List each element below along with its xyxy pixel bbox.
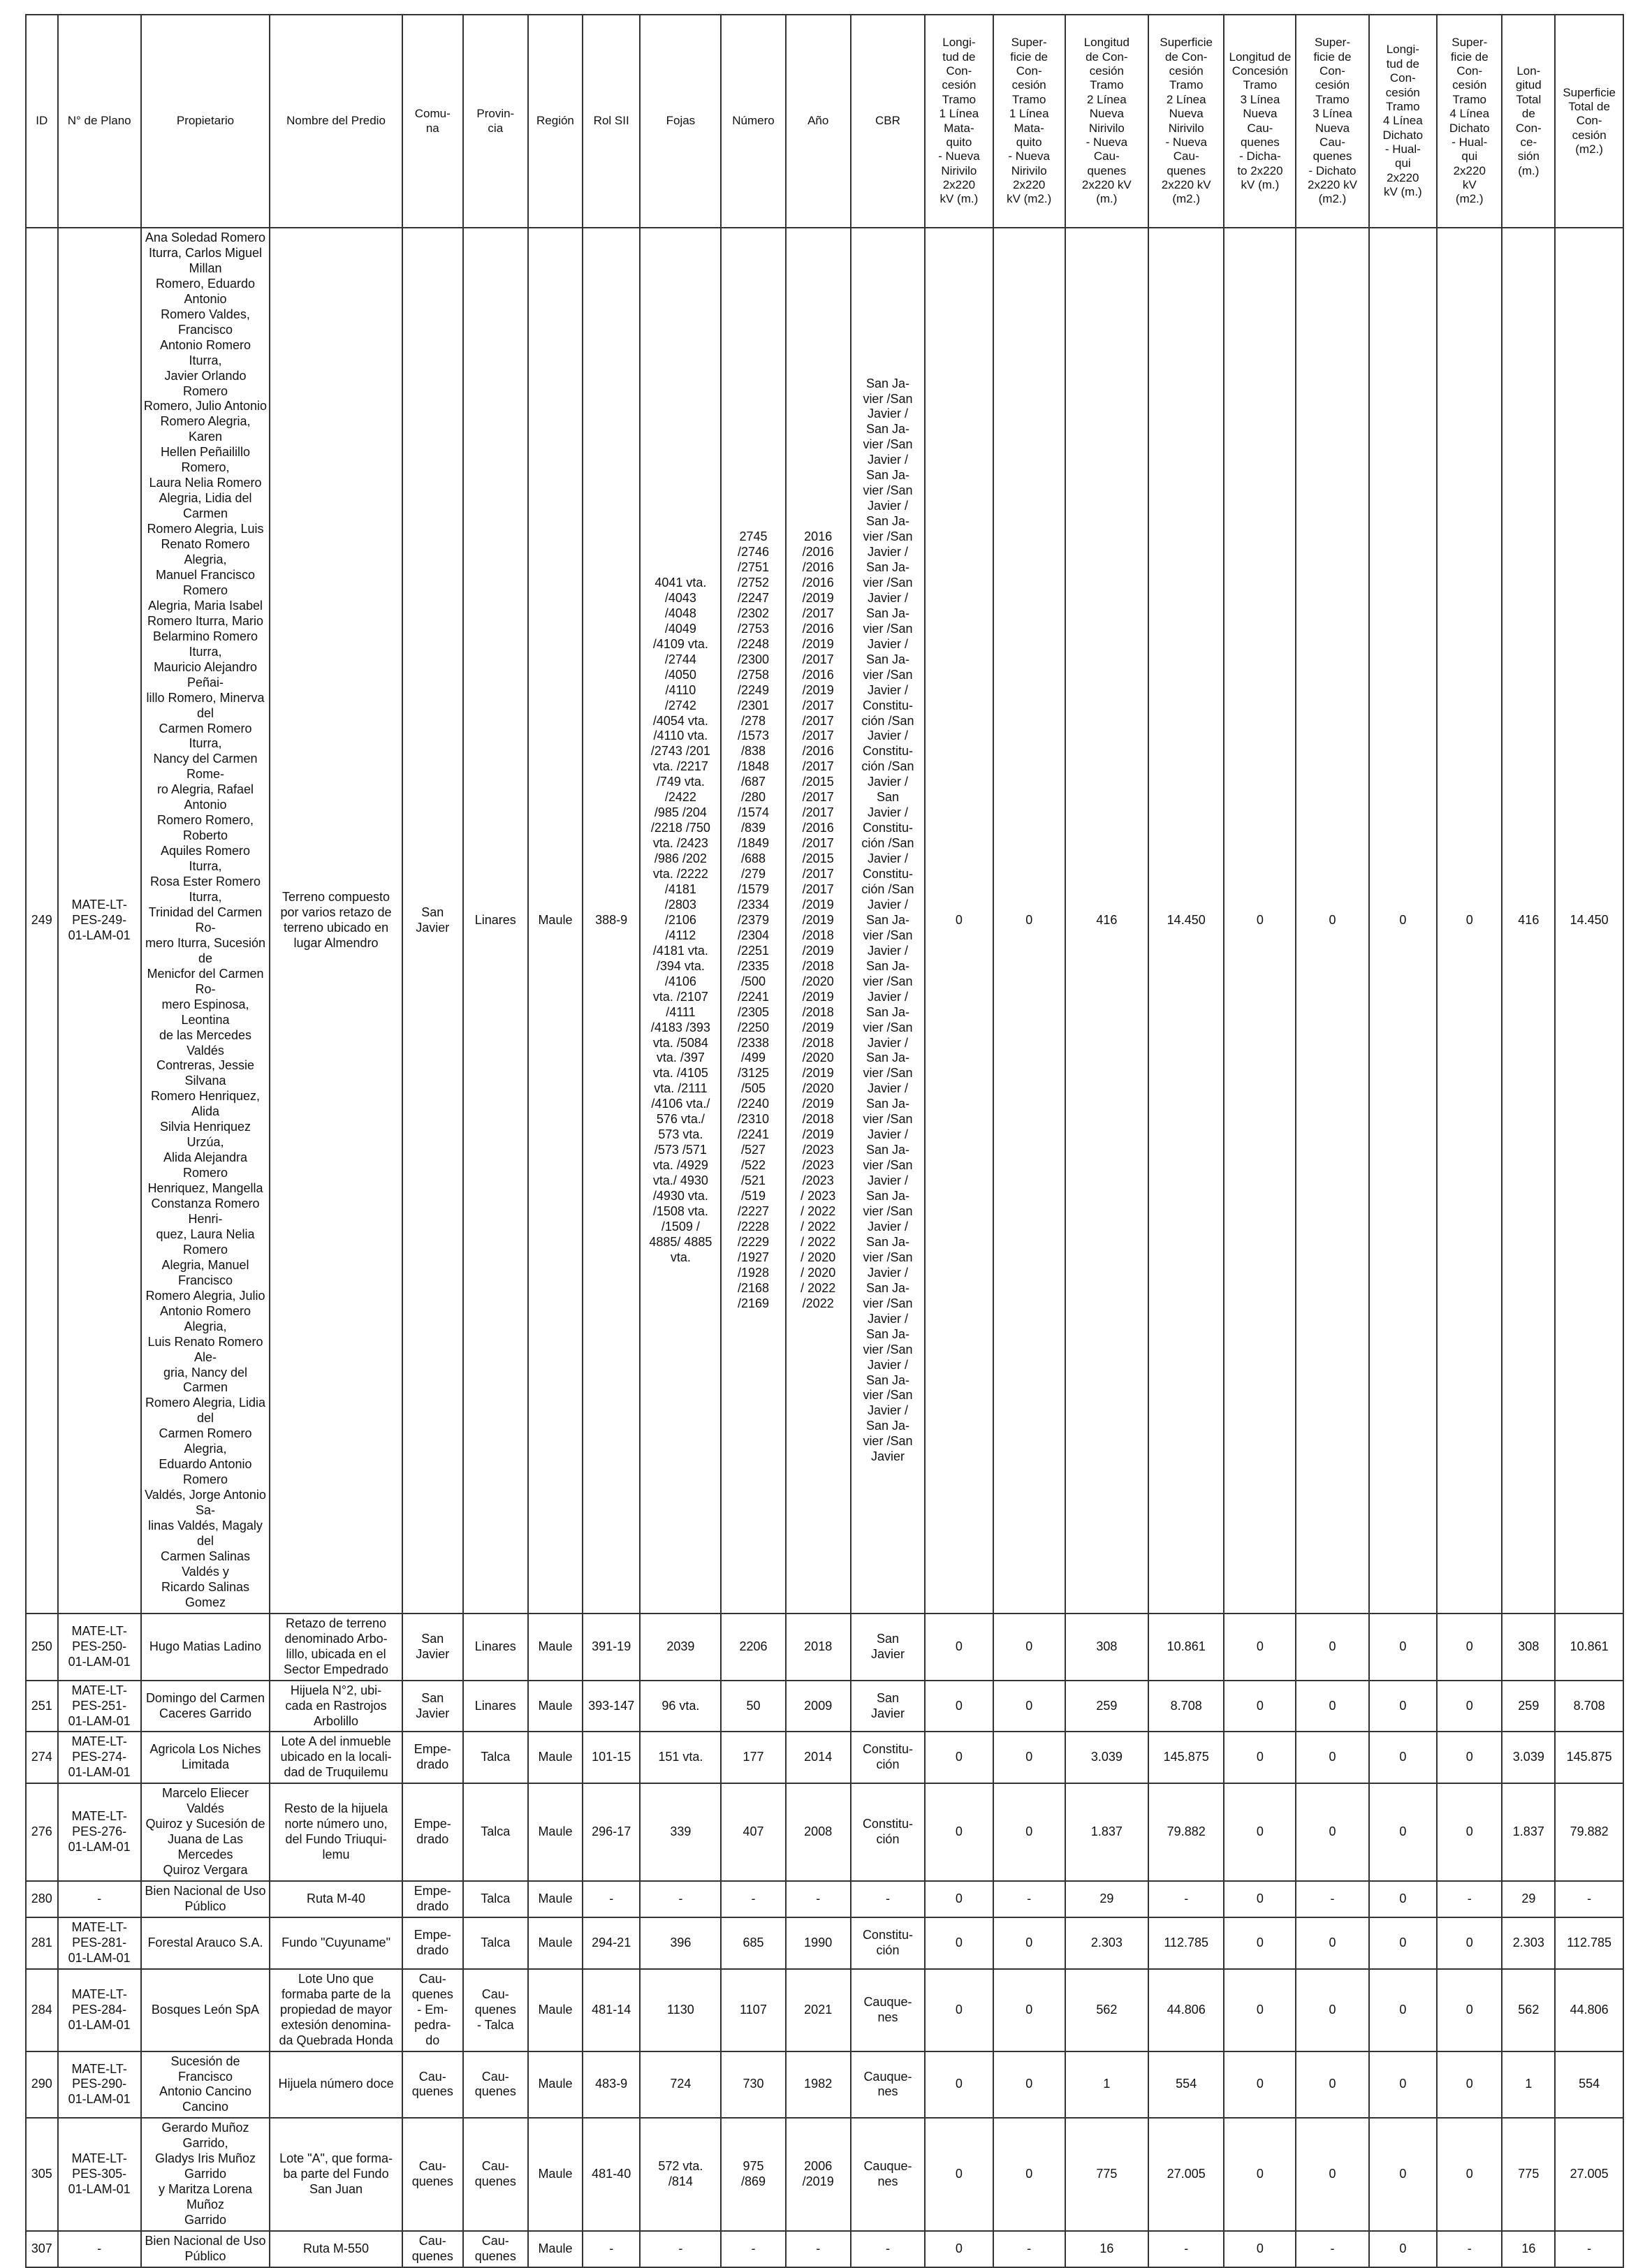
cell-nombre-predio: Ruta M-550	[270, 2231, 402, 2267]
header-long-total: Lon- gitud Total de Con- ce- sión (m.)	[1502, 15, 1555, 228]
cell-comuna: San Javier	[402, 1614, 463, 1681]
cell-long-tramo-2: 1.837	[1065, 1783, 1148, 1881]
cell-region: Maule	[528, 1783, 583, 1881]
cell-provincia: Cau- quenes - Talca	[463, 1969, 528, 2051]
cell-provincia: Cau- quenes	[463, 2051, 528, 2119]
cell-sup-tramo-1: 0	[993, 1783, 1065, 1881]
cell-sup-tramo-3: 0	[1296, 1917, 1368, 1969]
cell-id: 281	[26, 1917, 58, 1969]
cell-long-tramo-2: 1	[1065, 2051, 1148, 2119]
cell-nombre-predio: Resto de la hijuela norte número uno, del Fundo Triuqui- lemu	[270, 1783, 402, 1881]
cell-numero: 730	[721, 2051, 785, 2119]
cell-nombre-predio: Lote A del inmueble ubicado en la locali- dad de Truquilemu	[270, 1732, 402, 1783]
cell-sup-tramo-4: 0	[1437, 2051, 1502, 2119]
cell-sup-total: 14.450	[1555, 228, 1623, 1614]
cell-long-tramo-3: 0	[1224, 2051, 1296, 2119]
cell-long-tramo-1: 0	[925, 228, 993, 1614]
cell-long-tramo-2: 416	[1065, 228, 1148, 1614]
cell-long-tramo-3: 0	[1224, 2118, 1296, 2231]
cell-id: 290	[26, 2051, 58, 2119]
cell-id: 284	[26, 1969, 58, 2051]
cell-sup-tramo-2: 554	[1148, 2051, 1224, 2119]
cell-region: Maule	[528, 2051, 583, 2119]
cell-id: 250	[26, 1614, 58, 1681]
cell-rol-sii: 481-14	[583, 1969, 640, 2051]
cell-provincia: Cau- quenes	[463, 2118, 528, 2231]
cell-comuna: Cau- quenes - Em- pedra- do	[402, 1969, 463, 2051]
header-long-tramo-4: Longi- tud de Con- cesión Tramo 4 Línea Dichato - Hual- qui 2x220 kV (m.)	[1369, 15, 1438, 228]
cell-numero: 975 /869	[721, 2118, 785, 2231]
header-nombre-predio: Nombre del Predio	[270, 15, 402, 228]
cell-id: 280	[26, 1881, 58, 1917]
cell-comuna: Empe- drado	[402, 1783, 463, 1881]
cell-plano: MATE-LT- PES-276- 01-LAM-01	[58, 1783, 141, 1881]
header-long-tramo-2: Longitud de Con- cesión Tramo 2 Línea Nueva Nirivilo - Nueva Cau- quenes 2x220 kV (m.)	[1065, 15, 1148, 228]
cell-propietario: Bien Nacional de Uso Público	[141, 2231, 270, 2267]
cell-long-tramo-2: 775	[1065, 2118, 1148, 2231]
header-sup-tramo-2: Superficie de Con- cesión Tramo 2 Línea Nueva Nirivilo - Nueva Cau- quenes 2x220 kV (m2.)	[1148, 15, 1224, 228]
cell-numero: -	[721, 1881, 785, 1917]
cell-long-tramo-3: 0	[1224, 1917, 1296, 1969]
cell-fojas: 572 vta. /814	[640, 2118, 721, 2231]
cell-anio: 2014	[786, 1732, 851, 1783]
cell-long-tramo-4: 0	[1369, 228, 1438, 1614]
cell-long-tramo-4: 0	[1369, 2118, 1438, 2231]
cell-sup-tramo-1: 0	[993, 1732, 1065, 1783]
cell-sup-tramo-4: 0	[1437, 2118, 1502, 2231]
cell-sup-total: 145.875	[1555, 1732, 1623, 1783]
cell-fojas: 339	[640, 1783, 721, 1881]
cell-propietario: Ana Soledad Romero Iturra, Carlos Miguel Millan Romero, Eduardo Antonio Romero Valdes, Francisco Antonio Romero Iturra, Javier Orlando Romero Romero, Julio Antonio Romero Alegria, Karen Hellen Peñailillo Romero, Laura Nelia Romero Alegria, Lidia del Carmen Romero Alegria, Luis Renato Romero Alegria, Manuel Francisco Romero Alegria, Maria Isabel Romero Iturra, Mario Belarmino Romero Iturra, Mauricio Alejandro Peñai- lillo Romero, Minerva del Carmen Romero Iturra, Nancy del Carmen Rome- ro Alegria, Rafael Antonio Romero Romero, Roberto Aquiles Romero Iturra, Rosa Ester Romero Iturra, Trinidad del Carmen Ro- mero Iturra, Sucesión de Menicfor del Carmen Ro- mero Espinosa, Leontina de las Mercedes Valdés Contreras, Jessie Silvana Romero Henriquez, Alida Silvia Henriquez Urzúa, Alida Alejandra Romero Henriquez, Mangella Constanza Romero Henri- quez, Laura Nelia Romero Alegria, Manuel Francisco Romero Alegria, Julio Antonio Romero Alegria, Luis Renato Romero Ale- gria, Nancy del Carmen Romero Alegria, Lidia del Carmen Romero Alegria, Eduardo Antonio Romero Valdés, Jorge Antonio Sa- linas Valdés, Magaly del Carmen Salinas Valdés y Ricardo Salinas Gomez	[141, 228, 270, 1614]
cell-plano: -	[58, 2231, 141, 2267]
cell-propietario: Sucesión de Francisco Antonio Cancino Cancino	[141, 2051, 270, 2119]
cell-comuna: Empe- drado	[402, 1917, 463, 1969]
cell-propietario: Agricola Los Niches Limitada	[141, 1732, 270, 1783]
cell-long-tramo-2: 308	[1065, 1614, 1148, 1681]
cell-anio: 2021	[786, 1969, 851, 2051]
cell-plano: MATE-LT- PES-281- 01-LAM-01	[58, 1917, 141, 1969]
cell-sup-total: 79.882	[1555, 1783, 1623, 1881]
cell-rol-sii: 481-40	[583, 2118, 640, 2231]
cell-sup-tramo-4: 0	[1437, 1614, 1502, 1681]
cell-anio: 1982	[786, 2051, 851, 2119]
cell-fojas: 1130	[640, 1969, 721, 2051]
cell-fojas: 396	[640, 1917, 721, 1969]
cell-cbr: -	[851, 1881, 925, 1917]
cell-sup-total: -	[1555, 2231, 1623, 2267]
cell-rol-sii: 391-19	[583, 1614, 640, 1681]
cell-sup-total: 554	[1555, 2051, 1623, 2119]
cell-cbr: Constitu- ción	[851, 1917, 925, 1969]
table-row	[26, 2051, 1623, 2119]
cell-provincia: Cau- quenes	[463, 2231, 528, 2267]
header-region: Región	[528, 15, 583, 228]
cell-long-tramo-2: 2.303	[1065, 1917, 1148, 1969]
cell-rol-sii: 388-9	[583, 228, 640, 1614]
cell-plano: MATE-LT- PES-249- 01-LAM-01	[58, 228, 141, 1614]
table-row	[26, 1681, 1623, 1732]
cell-sup-tramo-3: 0	[1296, 1614, 1368, 1681]
cell-long-tramo-4: 0	[1369, 1881, 1438, 1917]
cell-long-tramo-4: 0	[1369, 1732, 1438, 1783]
cell-id: 274	[26, 1732, 58, 1783]
cell-plano: -	[58, 1881, 141, 1917]
cell-long-total: 308	[1502, 1614, 1555, 1681]
cell-anio: 2018	[786, 1614, 851, 1681]
cell-numero: 407	[721, 1783, 785, 1881]
cell-nombre-predio: Hijuela número doce	[270, 2051, 402, 2119]
cell-numero: 50	[721, 1681, 785, 1732]
cell-cbr: San Ja- vier /San Javier / San Ja- vier /San Javier / San Ja- vier /San Javier / San Ja- vier /San Javier / San Ja- vier /San Javier / San Ja- vier /San Javier / San Ja- vier /San Javier / Constitu- ción /San Javier / Constitu- ción /San Javier / San Javier / Constitu- ción /San Javier / Constitu- ción /San Javier / San Ja- vier /San Javier / San Ja- vier /San Javier / San Ja- vier /San Javier / San Ja- vier /San Javier / San Ja- vier /San Javier / San Ja- vier /San Javier / San Ja- vier /San Javier / San Ja- vier /San Javier / San Ja- vier /San Javier / San Ja- vier /San Javier / San Ja- vier /San Javier / San Ja- vier /San Javier	[851, 228, 925, 1614]
cell-propietario: Hugo Matias Ladino	[141, 1614, 270, 1681]
cell-rol-sii: 296-17	[583, 1783, 640, 1881]
cell-nombre-predio: Ruta M-40	[270, 1881, 402, 1917]
cell-long-tramo-1: 0	[925, 2051, 993, 2119]
cell-sup-tramo-1: 0	[993, 1681, 1065, 1732]
cell-sup-tramo-1: 0	[993, 1614, 1065, 1681]
header-cbr: CBR	[851, 15, 925, 228]
cell-region: Maule	[528, 1881, 583, 1917]
cell-plano: MATE-LT- PES-284- 01-LAM-01	[58, 1969, 141, 2051]
cell-numero: -	[721, 2231, 785, 2267]
header-row	[26, 15, 1623, 228]
cell-long-total: 562	[1502, 1969, 1555, 2051]
cell-comuna: Cau- quenes	[402, 2118, 463, 2231]
cell-id: 249	[26, 228, 58, 1614]
cell-sup-tramo-4: 0	[1437, 1783, 1502, 1881]
cell-long-tramo-4: 0	[1369, 1614, 1438, 1681]
cell-fojas: -	[640, 2231, 721, 2267]
cell-sup-total: 112.785	[1555, 1917, 1623, 1969]
cell-sup-tramo-2: 112.785	[1148, 1917, 1224, 1969]
cell-sup-tramo-1: 0	[993, 1917, 1065, 1969]
cell-fojas: -	[640, 1881, 721, 1917]
cell-long-tramo-3: 0	[1224, 228, 1296, 1614]
cell-numero: 177	[721, 1732, 785, 1783]
cell-sup-tramo-3: 0	[1296, 1732, 1368, 1783]
cell-long-tramo-4: 0	[1369, 2051, 1438, 2119]
cell-long-tramo-1: 0	[925, 1732, 993, 1783]
cell-sup-tramo-4: 0	[1437, 1917, 1502, 1969]
cell-nombre-predio: Lote Uno que formaba parte de la propiedad de mayor extesión denomina- da Quebrada Honda	[270, 1969, 402, 2051]
cell-long-tramo-3: 0	[1224, 1732, 1296, 1783]
cell-sup-tramo-3: -	[1296, 2231, 1368, 2267]
cell-long-tramo-1: 0	[925, 1881, 993, 1917]
cell-anio: -	[786, 2231, 851, 2267]
cell-long-total: 1	[1502, 2051, 1555, 2119]
cell-provincia: Linares	[463, 1681, 528, 1732]
cell-long-tramo-1: 0	[925, 1969, 993, 2051]
cell-sup-total: 10.861	[1555, 1614, 1623, 1681]
cell-sup-tramo-2: 27.005	[1148, 2118, 1224, 2231]
cell-numero: 685	[721, 1917, 785, 1969]
cell-sup-tramo-2: -	[1148, 2231, 1224, 2267]
cell-numero: 2206	[721, 1614, 785, 1681]
cell-anio: 2008	[786, 1783, 851, 1881]
cell-long-tramo-1: 0	[925, 1917, 993, 1969]
cell-cbr: -	[851, 2231, 925, 2267]
cell-propietario: Domingo del Carmen Caceres Garrido	[141, 1681, 270, 1732]
cell-propietario: Forestal Arauco S.A.	[141, 1917, 270, 1969]
cell-comuna: San Javier	[402, 1681, 463, 1732]
cell-cbr: Cauque- nes	[851, 2118, 925, 2231]
cell-long-tramo-3: 0	[1224, 2231, 1296, 2267]
cell-id: 276	[26, 1783, 58, 1881]
header-rol-sii: Rol SII	[583, 15, 640, 228]
cell-cbr: Constitu- ción	[851, 1732, 925, 1783]
concession-table	[25, 14, 1624, 2268]
cell-numero: 2745 /2746 /2751 /2752 /2247 /2302 /2753 /2248 /2300 /2758 /2249 /2301 /278 /1573 /838 /1848 /687 /280 /1574 /839 /1849 /688 /279 /1579 /2334 /2379 /2304 /2251 /2335 /500 /2241 /2305 /2250 /2338 /499 /3125 /505 /2240 /2310 /2241 /527 /522 /521 /519 /2227 /2228 /2229 /1927 /1928 /2168 /2169	[721, 228, 785, 1614]
cell-propietario: Marcelo Eliecer Valdés Quiroz y Sucesión de Juana de Las Mercedes Quiroz Vergara	[141, 1783, 270, 1881]
cell-comuna: Empe- drado	[402, 1881, 463, 1917]
cell-sup-tramo-2: 145.875	[1148, 1732, 1224, 1783]
cell-comuna: Cau- quenes	[402, 2231, 463, 2267]
cell-sup-tramo-3: 0	[1296, 1783, 1368, 1881]
cell-sup-tramo-1: 0	[993, 2118, 1065, 2231]
cell-comuna: San Javier	[402, 228, 463, 1614]
cell-numero: 1107	[721, 1969, 785, 2051]
cell-sup-tramo-1: -	[993, 2231, 1065, 2267]
cell-anio: 2009	[786, 1681, 851, 1732]
cell-nombre-predio: Lote "A", que forma- ba parte del Fundo San Juan	[270, 2118, 402, 2231]
table-row	[26, 1917, 1623, 1969]
table-row	[26, 1881, 1623, 1917]
cell-long-tramo-1: 0	[925, 1681, 993, 1732]
cell-long-total: 259	[1502, 1681, 1555, 1732]
cell-provincia: Talca	[463, 1732, 528, 1783]
cell-provincia: Linares	[463, 228, 528, 1614]
cell-plano: MATE-LT- PES-305- 01-LAM-01	[58, 2118, 141, 2231]
cell-anio: -	[786, 1881, 851, 1917]
cell-long-tramo-3: 0	[1224, 1881, 1296, 1917]
cell-sup-tramo-4: 0	[1437, 228, 1502, 1614]
cell-fojas: 4041 vta. /4043 /4048 /4049 /4109 vta. /2744 /4050 /4110 /2742 /4054 vta. /4110 vta. /2743 /201 vta. /2217 /749 vta. /2422 /985 /204 /2218 /750 vta. /2423 /986 /202 vta. /2222 /4181 /2803 /2106 /4112 /4181 vta. /394 vta. /4106 vta. /2107 /4111 /4183 /393 vta. /5084 vta. /397 vta. /4105 vta. /2111 /4106 vta./ 576 vta./ 573 vta. /573 /571 vta. /4929 vta./ 4930 /4930 vta. /1508 vta. /1509 / 4885/ 4885 vta.	[640, 228, 721, 1614]
cell-long-tramo-3: 0	[1224, 1681, 1296, 1732]
cell-nombre-predio: Fundo "Cuyuname"	[270, 1917, 402, 1969]
cell-propietario: Bosques León SpA	[141, 1969, 270, 2051]
header-long-tramo-3: Longitud de Concesión Tramo 3 Línea Nueva Cau- quenes - Dicha- to 2x220 kV (m.)	[1224, 15, 1296, 228]
cell-sup-tramo-1: -	[993, 1881, 1065, 1917]
cell-long-tramo-1: 0	[925, 2231, 993, 2267]
cell-sup-tramo-2: -	[1148, 1881, 1224, 1917]
cell-long-tramo-2: 259	[1065, 1681, 1148, 1732]
cell-long-total: 1.837	[1502, 1783, 1555, 1881]
header-comuna: Comu- na	[402, 15, 463, 228]
header-sup-total: Superficie Total de Con- cesión (m2.)	[1555, 15, 1623, 228]
cell-sup-tramo-4: 0	[1437, 1969, 1502, 2051]
cell-long-tramo-4: 0	[1369, 1783, 1438, 1881]
cell-sup-tramo-2: 8.708	[1148, 1681, 1224, 1732]
cell-sup-tramo-3: 0	[1296, 1681, 1368, 1732]
cell-sup-tramo-3: 0	[1296, 228, 1368, 1614]
cell-long-total: 775	[1502, 2118, 1555, 2231]
header-sup-tramo-1: Super- ficie de Con- cesión Tramo 1 Línea Mata- quito - Nueva Nirivilo 2x220 kV (m2.)	[993, 15, 1065, 228]
header-sup-tramo-4: Super- ficie de Con- cesión Tramo 4 Línea Dichato - Hual- qui 2x220 kV (m2.)	[1437, 15, 1502, 228]
table-row	[26, 228, 1623, 1614]
header-long-tramo-1: Longi- tud de Con- cesión Tramo 1 Línea Mata- quito - Nueva Nirivilo 2x220 kV (m.)	[925, 15, 993, 228]
cell-rol-sii: -	[583, 2231, 640, 2267]
header-plano: N° de Plano	[58, 15, 141, 228]
cell-provincia: Talca	[463, 1881, 528, 1917]
cell-fojas: 2039	[640, 1614, 721, 1681]
cell-sup-tramo-1: 0	[993, 228, 1065, 1614]
header-sup-tramo-3: Super- ficie de Con- cesión Tramo 3 Línea Nueva Cau- quenes - Dichato 2x220 kV (m2.)	[1296, 15, 1368, 228]
cell-region: Maule	[528, 1732, 583, 1783]
cell-provincia: Linares	[463, 1614, 528, 1681]
cell-long-tramo-4: 0	[1369, 1969, 1438, 2051]
cell-sup-tramo-2: 44.806	[1148, 1969, 1224, 2051]
cell-long-total: 2.303	[1502, 1917, 1555, 1969]
cell-propietario: Bien Nacional de Uso Público	[141, 1881, 270, 1917]
cell-long-total: 29	[1502, 1881, 1555, 1917]
cell-comuna: Empe- drado	[402, 1732, 463, 1783]
header-propietario: Propietario	[141, 15, 270, 228]
cell-id: 305	[26, 2118, 58, 2231]
cell-cbr: Cauque- nes	[851, 2051, 925, 2119]
cell-region: Maule	[528, 1917, 583, 1969]
cell-sup-total: 8.708	[1555, 1681, 1623, 1732]
header-fojas: Fojas	[640, 15, 721, 228]
cell-plano: MATE-LT- PES-251- 01-LAM-01	[58, 1681, 141, 1732]
cell-cbr: San Javier	[851, 1614, 925, 1681]
cell-long-tramo-2: 562	[1065, 1969, 1148, 2051]
table-row	[26, 2231, 1623, 2267]
cell-rol-sii: -	[583, 1881, 640, 1917]
header-anio: Año	[786, 15, 851, 228]
table-row	[26, 1732, 1623, 1783]
cell-sup-tramo-4: 0	[1437, 1681, 1502, 1732]
cell-plano: MATE-LT- PES-250- 01-LAM-01	[58, 1614, 141, 1681]
cell-nombre-predio: Retazo de terreno denominado Arbo- lillo, ubicada en el Sector Empedrado	[270, 1614, 402, 1681]
cell-region: Maule	[528, 1969, 583, 2051]
cell-rol-sii: 393-147	[583, 1681, 640, 1732]
cell-sup-total: -	[1555, 1881, 1623, 1917]
table-row	[26, 2118, 1623, 2231]
cell-plano: MATE-LT- PES-290- 01-LAM-01	[58, 2051, 141, 2119]
cell-long-tramo-3: 0	[1224, 1783, 1296, 1881]
cell-long-tramo-2: 29	[1065, 1881, 1148, 1917]
cell-region: Maule	[528, 2231, 583, 2267]
header-provincia: Provin- cia	[463, 15, 528, 228]
cell-rol-sii: 483-9	[583, 2051, 640, 2119]
cell-provincia: Talca	[463, 1917, 528, 1969]
cell-long-total: 16	[1502, 2231, 1555, 2267]
cell-region: Maule	[528, 228, 583, 1614]
cell-fojas: 151 vta.	[640, 1732, 721, 1783]
cell-anio: 2006 /2019	[786, 2118, 851, 2231]
table-header	[26, 15, 1623, 228]
cell-propietario: Gerardo Muñoz Garrido, Gladys Iris Muñoz Garrido y Maritza Lorena Muñoz Garrido	[141, 2118, 270, 2231]
cell-comuna: Cau- quenes	[402, 2051, 463, 2119]
cell-anio: 2016 /2016 /2016 /2016 /2019 /2017 /2016 /2019 /2017 /2016 /2019 /2017 /2017 /2017 /2016 /2017 /2015 /2017 /2017 /2016 /2017 /2015 /2017 /2017 /2019 /2019 /2018 /2019 /2018 /2020 /2019 /2018 /2019 /2018 /2020 /2019 /2020 /2019 /2018 /2019 /2023 /2023 /2023 / 2023 / 2022 / 2022 / 2022 / 2020 / 2020 / 2022 /2022	[786, 228, 851, 1614]
cell-nombre-predio: Terreno compuesto por varios retazo de terreno ubicado en lugar Almendro	[270, 228, 402, 1614]
cell-sup-tramo-4: -	[1437, 2231, 1502, 2267]
cell-anio: 1990	[786, 1917, 851, 1969]
cell-cbr: Cauque- nes	[851, 1969, 925, 2051]
cell-long-tramo-1: 0	[925, 1783, 993, 1881]
cell-region: Maule	[528, 1681, 583, 1732]
cell-sup-total: 27.005	[1555, 2118, 1623, 2231]
cell-long-total: 416	[1502, 228, 1555, 1614]
cell-sup-tramo-2: 14.450	[1148, 228, 1224, 1614]
cell-sup-tramo-2: 10.861	[1148, 1614, 1224, 1681]
cell-sup-total: 44.806	[1555, 1969, 1623, 2051]
cell-sup-tramo-3: -	[1296, 1881, 1368, 1917]
cell-sup-tramo-3: 0	[1296, 1969, 1368, 2051]
cell-fojas: 96 vta.	[640, 1681, 721, 1732]
cell-cbr: Constitu- ción	[851, 1783, 925, 1881]
cell-id: 251	[26, 1681, 58, 1732]
cell-region: Maule	[528, 1614, 583, 1681]
cell-long-tramo-3: 0	[1224, 1969, 1296, 2051]
cell-sup-tramo-4: -	[1437, 1881, 1502, 1917]
cell-long-tramo-1: 0	[925, 2118, 993, 2231]
cell-long-tramo-4: 0	[1369, 2231, 1438, 2267]
table-row	[26, 1614, 1623, 1681]
cell-long-tramo-4: 0	[1369, 1917, 1438, 1969]
cell-sup-tramo-2: 79.882	[1148, 1783, 1224, 1881]
cell-cbr: San Javier	[851, 1681, 925, 1732]
cell-sup-tramo-1: 0	[993, 2051, 1065, 2119]
cell-rol-sii: 294-21	[583, 1917, 640, 1969]
cell-long-tramo-1: 0	[925, 1614, 993, 1681]
cell-sup-tramo-4: 0	[1437, 1732, 1502, 1783]
header-id: ID	[26, 15, 58, 228]
cell-nombre-predio: Hijuela N°2, ubi- cada en Rastrojos Arbolillo	[270, 1681, 402, 1732]
cell-sup-tramo-1: 0	[993, 1969, 1065, 2051]
cell-long-tramo-2: 3.039	[1065, 1732, 1148, 1783]
cell-fojas: 724	[640, 2051, 721, 2119]
table-row	[26, 1969, 1623, 2051]
cell-plano: MATE-LT- PES-274- 01-LAM-01	[58, 1732, 141, 1783]
cell-sup-tramo-3: 0	[1296, 2051, 1368, 2119]
cell-sup-tramo-3: 0	[1296, 2118, 1368, 2231]
cell-region: Maule	[528, 2118, 583, 2231]
table-row	[26, 1783, 1623, 1881]
cell-long-total: 3.039	[1502, 1732, 1555, 1783]
header-numero: Número	[721, 15, 785, 228]
cell-id: 307	[26, 2231, 58, 2267]
cell-rol-sii: 101-15	[583, 1732, 640, 1783]
cell-provincia: Talca	[463, 1783, 528, 1881]
cell-long-tramo-2: 16	[1065, 2231, 1148, 2267]
table-body	[26, 228, 1623, 2267]
cell-long-tramo-4: 0	[1369, 1681, 1438, 1732]
cell-long-tramo-3: 0	[1224, 1614, 1296, 1681]
